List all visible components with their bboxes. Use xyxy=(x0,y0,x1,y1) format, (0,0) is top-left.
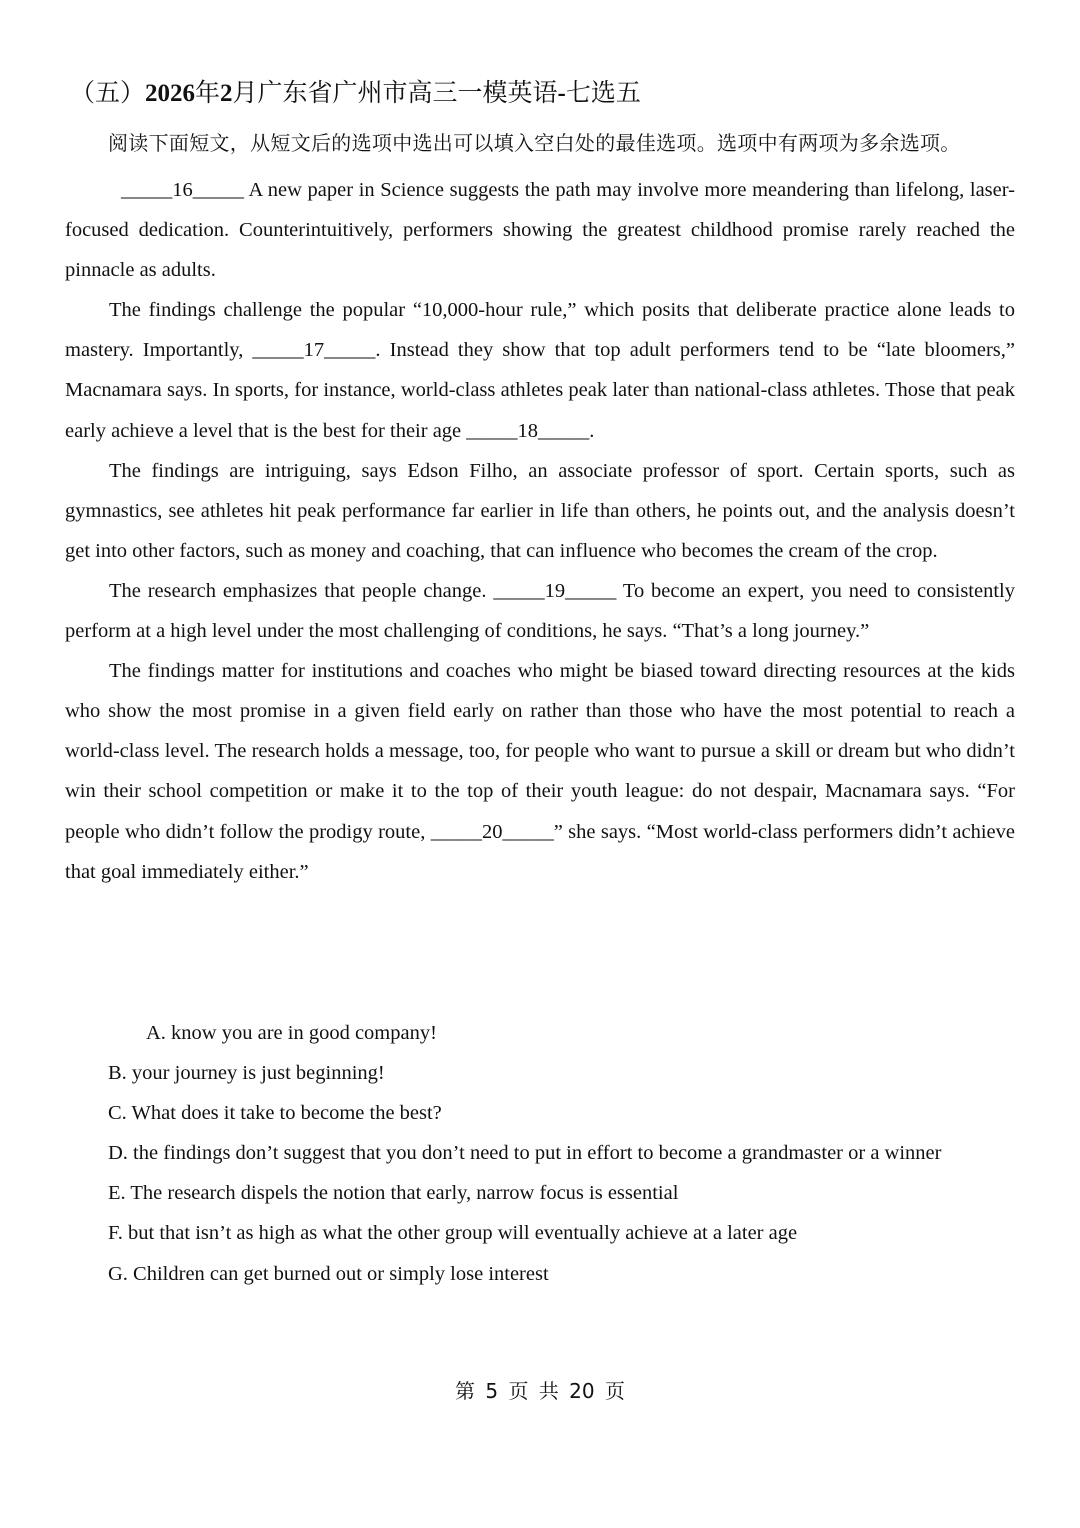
passage-paragraph-1: _____16_____ A new paper in Science suggests the path may involve more meandering than lifelong, laser-focused dedication. Counterintuitively, performers showing the greatest childhood promise rarely reached the pinnacle as adults. xyxy=(65,179,1015,282)
option-f: F. but that isn’t as high as what the other group will eventually achieve at a later age xyxy=(108,1222,798,1245)
section-title xyxy=(70,76,641,112)
passage-paragraph-2: The findings challenge the popular “10,000-hour rule,” which posits that deliberate practice alone leads to mastery. Importantly, _____17_____. Instead they show that top adult performers tend to be “late bloomers,” Macnamara says. In sports, for instance, world-class athletes peak later than national-class athletes. Those that peak early achieve a level that is the best for their age _____18_____. xyxy=(65,299,1015,442)
title-rest: 月广东省广州市高三一模英语 xyxy=(232,80,558,107)
title-year-suffix: 年 xyxy=(195,80,221,107)
title-dash: - xyxy=(557,80,566,107)
title-year: 2026 xyxy=(145,80,196,107)
page-footer: 第 5 页 共 20 页 xyxy=(455,1379,625,1403)
option-a: A. know you are in good company! xyxy=(146,1022,437,1044)
instruction-text: 阅读下面短文，从短文后的选项中选出可以填入空白处的最佳选项。选项中有两项为多余选项。 xyxy=(108,131,961,155)
option-e: E. The research dispels the notion that early, narrow focus is essential xyxy=(108,1182,679,1205)
answer-options xyxy=(108,1013,941,1294)
option-c: C. What does it take to become the best? xyxy=(108,1102,442,1125)
title-prefix: （五） xyxy=(70,80,146,107)
option-b: B. your journey is just beginning! xyxy=(108,1062,385,1085)
passage-paragraph-5: The findings matter for institutions and coaches who might be biased toward directing resources at the kids who show the most promise in a given field early on rather than those who have the most potential to reach a world-class level. The research holds a message, too, for people who want to pursue a skill or dream but who didn’t win their school competition or make it to the top of their youth league: do not despair, Macnamara says. “For people who didn’t follow the prodigy route, _____20_____” she says. “Most world-class performers didn’t achieve that goal immediately either.” xyxy=(65,660,1015,883)
title-month: 2 xyxy=(220,80,233,107)
option-g: G. Children can get burned out or simply lose interest xyxy=(108,1262,549,1285)
passage-paragraph-3: The findings are intriguing, says Edson Filho, an associate professor of sport. Certain sports, such as gymnastics, see athletes hit peak performance far earlier in life than others, he points out, and the analysis doesn’t get into other factors, such as money and coaching, that can influence who becomes the cream of the crop. xyxy=(65,459,1015,562)
title-section: 七选五 xyxy=(565,80,641,107)
passage-paragraph-4: The research emphasizes that people change. _____19_____ To become an expert, you need to consistently perform at a high level under the most challenging of conditions, he says. “That’s a long journey.” xyxy=(65,579,1015,643)
reading-passage xyxy=(65,170,1015,892)
option-d: D. the findings don’t suggest that you don’t need to put in effort to become a grandmaster or a winner xyxy=(108,1142,942,1165)
